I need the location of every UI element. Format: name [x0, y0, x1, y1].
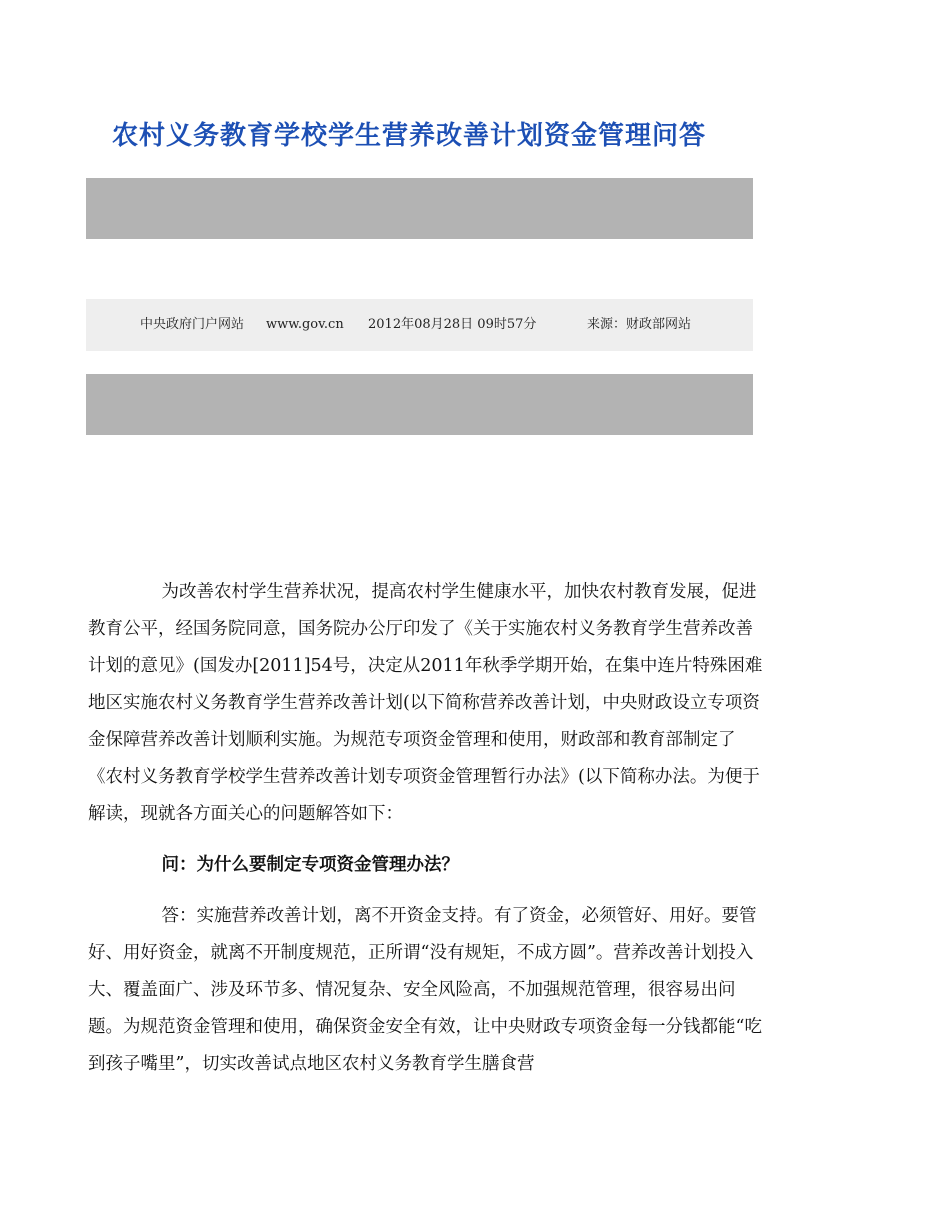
gray-banner-bottom: [86, 374, 753, 435]
gray-banner-top: [86, 178, 753, 239]
article-body: [88, 574, 763, 1083]
intro-paragraph: 为改善农村学生营养状况，提高农村学生健康水平，加快农村教育发展，促进教育公平，经国务院同意，国务院办公厅印发了《关于实施农村义务教育学生营养改善计划的意见》(国发办[2011]54号，决定从2011年秋季学期开始，在集中连片特殊困难地区实施农村义务教育学生营养改善计划(以下简称营养改善计划，中央财政设立专项资金保障营养改善计划顺利实施。为规范专项资金管理和使用，财政部和教育部制定了《农村义务教育学校学生营养改善计划专项资金管理暂行办法》(以下简称办法。为便于解读，现就各方面关心的问题解答如下：: [88, 582, 763, 824]
meta-source: 来源：财政部网站: [587, 317, 692, 332]
document-title: 农村义务教育学校学生营养改善计划资金管理问答: [112, 121, 707, 151]
meta-site-url[interactable]: www.gov.cn: [266, 317, 344, 332]
article-meta-bar: [86, 299, 753, 351]
question-heading: 问：为什么要制定专项资金管理办法？: [161, 855, 459, 875]
meta-site-name: 中央政府门户网站: [140, 317, 245, 332]
answer-paragraph: 答：实施营养改善计划，离不开资金支持。有了资金，必须管好、用好。要管好、用好资金，就离不开制度规范，正所谓“没有规矩，不成方圆”。营养改善计划投入大、覆盖面广、涉及环节多、情况复杂、安全风险高，不加强规范管理，很容易出问题。为规范资金管理和使用，确保资金安全有效，让中央财政专项资金每一分钱都能“吃到孩子嘴里”，切实改善试点地区农村义务教育学生膳食营: [88, 906, 762, 1074]
meta-publish-date: 2012年08月28日 09时57分: [368, 317, 537, 332]
